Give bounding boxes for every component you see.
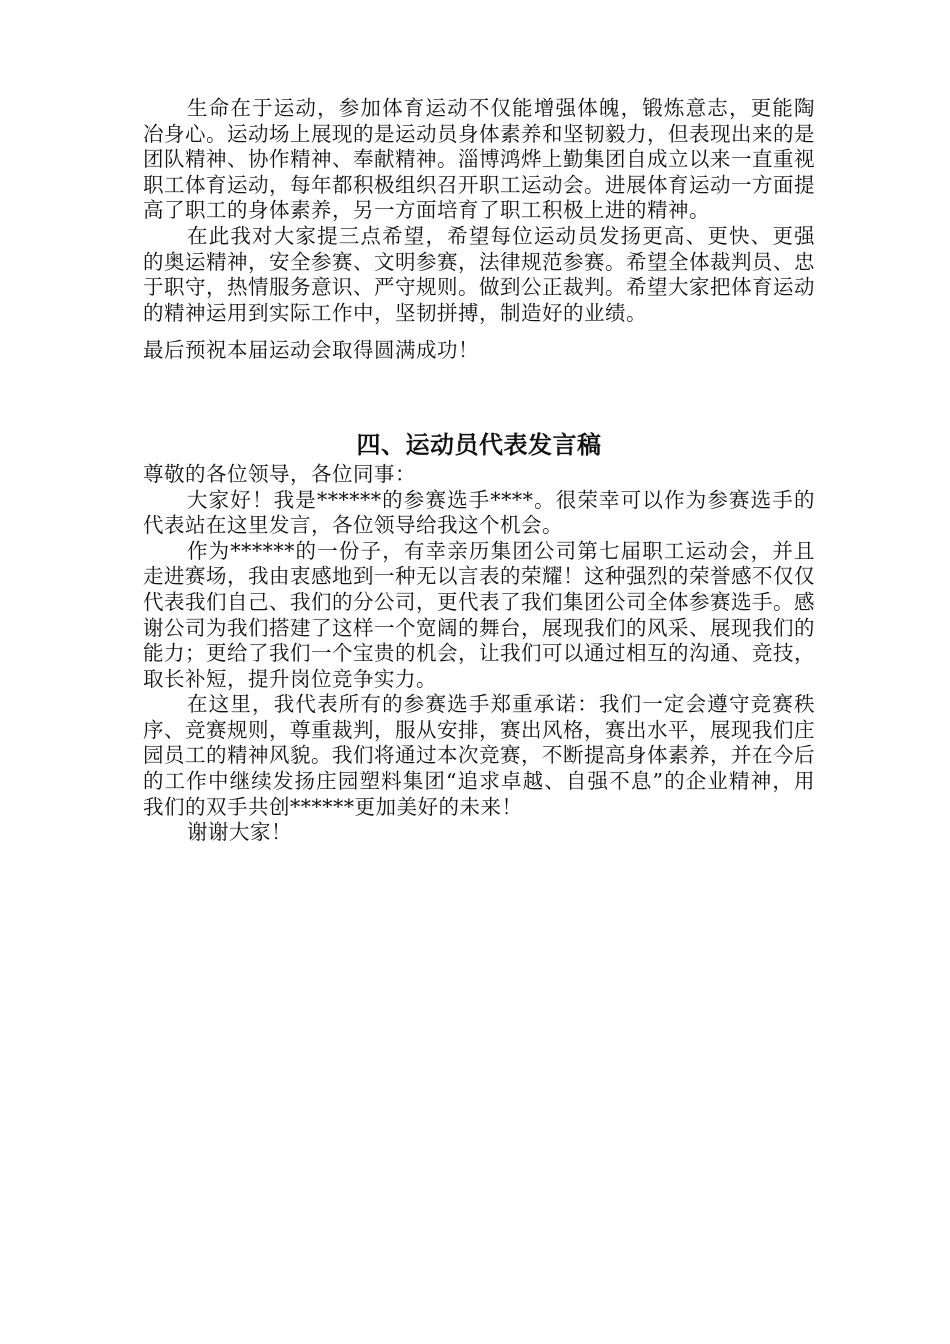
body-paragraph: 生命在于运动，参加体育运动不仅能增强体魄，锻炼意志，更能陶冶身心。运动场上展现的是运动员身体素养和坚韧毅力，但表现出来的是团队精神、协作精神、奉献精神。淄博鸿烨上勤集团自成立以来一直重视职工体育运动，每年都积极组织召开职工运动会。进展体育运动一方面提高了职工的身体素养，另一方面培育了职工积极上进的精神。 bbox=[143, 96, 815, 223]
body-paragraph: 大家好！我是******的参赛选手****。很荣幸可以作为参赛选手的代表站在这里发言，各位领导给我这个机会。 bbox=[143, 487, 815, 538]
closing-line: 最后预祝本届运动会取得圆满成功！ bbox=[143, 338, 479, 363]
document-page bbox=[143, 96, 815, 846]
salutation: 尊敬的各位领导，各位同事： bbox=[143, 461, 416, 486]
section-heading: 四、运动员代表发言稿 bbox=[356, 430, 602, 459]
thanks-line: 谢谢大家！ bbox=[187, 820, 292, 845]
body-paragraph: 在此我对大家提三点希望，希望每位运动员发扬更高、更快、更强的奥运精神，安全参赛、文明参赛，法律规范参赛。希望全体裁判员、忠于职守，热情服务意识、严守规则。做到公正裁判。希望大家把体育运动的精神运用到实际工作中，坚韧拼搏，制造好的业绩。 bbox=[143, 223, 815, 325]
body-paragraph: 在这里，我代表所有的参赛选手郑重承诺：我们一定会遵守竞赛秩序、竞赛规则，尊重裁判，服从安排，赛出风格，赛出水平，展现我们庄园员工的精神风貌。我们将通过本次竞赛，不断提高身体素养，并在今后的工作中继续发扬庄园塑料集团“追求卓越、自强不息”的企业精神，用我们的双手共创******更加美好的未来！ bbox=[143, 692, 815, 819]
body-paragraph: 作为******的一份子，有幸亲历集团公司第七届职工运动会，并且走进赛场，我由衷感地到一种无以言表的荣耀！这种强烈的荣誉感不仅仅代表我们自己、我们的分公司，更代表了我们集团公司全体参赛选手。感谢公司为我们搭建了这样一个宽阔的舞台，展现我们的风采、展现我们的能力；更给了我们一个宝贵的机会，让我们可以通过相互的沟通、竞技，取长补短，提升岗位竞争实力。 bbox=[143, 538, 815, 691]
